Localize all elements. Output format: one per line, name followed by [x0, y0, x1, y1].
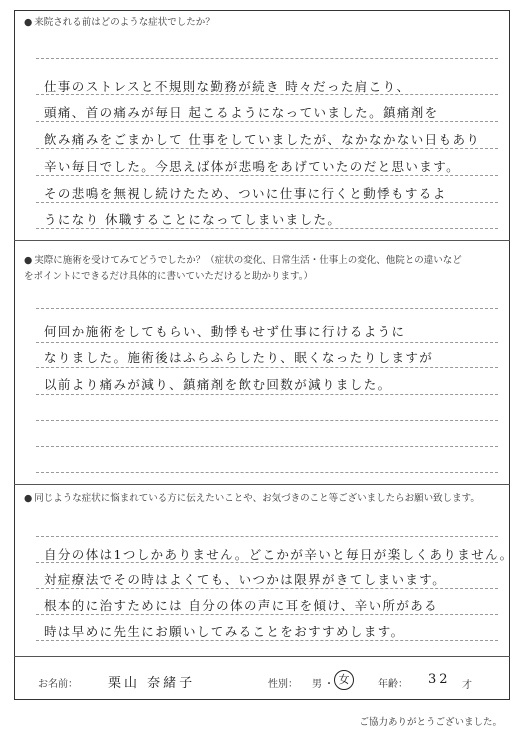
answer-rule — [36, 342, 498, 343]
gender-label: 性別： — [268, 679, 298, 690]
q3-answer-line-2: 対症療法でその時はよくても、いつかは限界がきてしまいます。 — [44, 572, 447, 587]
age-value: 32 — [428, 672, 451, 687]
answer-rule — [36, 640, 498, 641]
q1-answer-line-3: 飲み痛みをごまかして 仕事をしていましたが、なかなかない日もあり — [44, 132, 481, 147]
answer-rule — [36, 58, 498, 59]
answer-rule — [36, 228, 498, 229]
answer-rule — [36, 536, 498, 537]
answer-rule — [36, 175, 498, 176]
answer-rule — [36, 148, 498, 149]
question-1 — [24, 16, 215, 30]
q2-answer-line-3: 以前より痛みが減り、鎮痛剤を飲む回数が減りました。 — [44, 377, 392, 392]
q3-answer-line-3: 根本的に治すためには 自分の体の声に耳を傾け、辛い所がある — [44, 598, 439, 613]
section-divider — [14, 484, 510, 485]
gender-male-option: 男 — [312, 679, 322, 690]
gender-female-selected — [334, 670, 354, 690]
gender-female-option: 女 — [338, 673, 350, 686]
question-2 — [24, 254, 462, 268]
question-2-label-line-1: 実際に施術を受けてみてどうでしたか？（症状の変化、日常生活・仕事上の変化、他院との違いなど — [34, 255, 462, 266]
question-3 — [24, 492, 480, 506]
q2-answer-line-2: なりました。施術後はふらふらしたり、眠くなったりしますが — [44, 350, 434, 365]
answer-rule — [36, 446, 498, 447]
section-divider — [14, 656, 510, 657]
q3-answer-line-1: 自分の体は1つしかありません。どこかが辛いと毎日が楽しくありません。 — [44, 547, 514, 562]
name-value: 栗山 奈緒子 — [108, 676, 196, 691]
answer-rule — [36, 472, 498, 473]
answer-rule — [36, 588, 498, 589]
question-1-label: 来院される前はどのような症状でしたか？ — [34, 17, 215, 28]
answer-rule — [36, 121, 498, 122]
name-label: お名前： — [38, 679, 78, 690]
answer-rule — [36, 614, 498, 615]
answer-rule — [36, 420, 498, 421]
answer-rule — [36, 562, 498, 563]
q1-answer-line-2: 頭痛、首の痛みが毎日 起こるようになっていました。鎮痛剤を — [44, 105, 439, 120]
section-divider — [14, 240, 510, 241]
answer-rule — [36, 394, 498, 395]
q1-answer-line-1: 仕事のストレスと不規則な勤務が続き 時々だった肩こり、 — [44, 79, 411, 94]
bullet-icon: ● — [24, 493, 33, 504]
bullet-icon: ● — [24, 17, 33, 28]
q1-answer-line-6: うになり 休職することになってしまいました。 — [44, 212, 342, 227]
answer-rule — [36, 367, 498, 368]
bullet-icon: ● — [24, 255, 33, 266]
gender-separator: ・ — [324, 679, 334, 690]
age-label: 年齢： — [378, 679, 408, 690]
question-2-label-line-2: をポイントにできるだけ具体的に書いていただけると助かります。） — [24, 271, 313, 282]
q1-answer-line-5: その悲鳴を無視し続けたため、ついに仕事に行くと動悸もするよ — [44, 186, 447, 201]
q1-answer-line-4: 辛い毎日でした。今思えば体が悲鳴をあげていたのだと思います。 — [44, 159, 461, 174]
q2-answer-line-1: 何回か施術をしてもらい、動悸もせず仕事に行けるように — [44, 324, 406, 339]
age-unit: 才 — [462, 680, 472, 691]
answer-rule — [36, 202, 498, 203]
answer-rule — [36, 94, 498, 95]
q3-answer-line-4: 時は早めに先生にお願いしてみることをおすすめします。 — [44, 624, 405, 639]
question-3-label: 同じような症状に悩まれている方に伝えたいことや、お気づきのこと等ございましたらお願い致します。 — [34, 493, 480, 504]
answer-rule — [36, 308, 498, 309]
thanks-note: ご協力ありがとうございました。 — [359, 717, 502, 728]
